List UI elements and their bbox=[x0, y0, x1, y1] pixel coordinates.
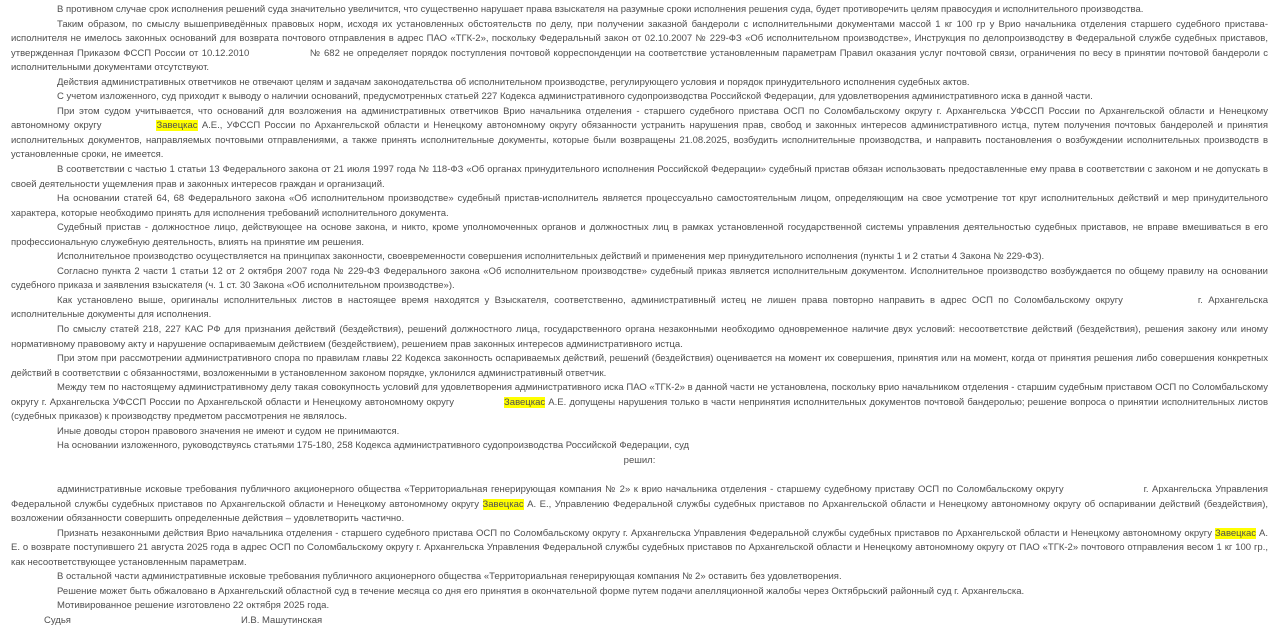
paragraph bbox=[11, 570, 1268, 585]
paragraph bbox=[11, 381, 1268, 425]
paragraph bbox=[11, 527, 1268, 571]
text-run: В соответствии с частью 1 статьи 13 Федерального закона от 21 июля 1997 года № 118-ФЗ «Об органах принудительного исполнения Российской Федерации» судебный пристав обязан использовать предоставленные ему права в соответствии с законом и не допускать в своей деятельности ущемления прав и законных интересов граждан и организаций. bbox=[11, 164, 1268, 190]
text-run: А.Е., УФССП России по Архангельской области и Ненецкому автономному округу обязанности устранить нарушения прав, свобод и законных интересов административного истца, путем получения почтовых бандеролей и принятия исполнительных документов, направляемых почтовыми отправлениями, а также принять исполнительные документы, которые были возвращены 21.08.2025, возбудить исполнительные производства, и направить постановления о возбуждении исполнительных производств в установленные сроки, не имеется. bbox=[11, 120, 1268, 161]
paragraph bbox=[11, 294, 1268, 323]
paragraph bbox=[11, 265, 1268, 294]
text-run: В остальной части административные исковые требования публичного акционерного общества «Территориальная генерирующая компания № 2» оставить без удовлетворения. bbox=[57, 571, 842, 583]
highlighted-surname: Завецкас bbox=[504, 396, 546, 408]
paragraph bbox=[11, 90, 1268, 105]
paragraph bbox=[11, 483, 1268, 527]
text-run: Таким образом, по смыслу вышеприведённых правовых норм, исходя их установленных обстоятельств по делу, при получении заказной бандероли с исполнительными документами массой 1 кг 100 гр у Врио начальника отделения старшего судебного пристава-исполнителя не имелось законных оснований для возврата почтового отправления в адрес ПАО «ТГК-2», поскольку Федеральный закон от 02.10.2007 № 229-ФЗ «Об исполнительном производстве», Инструкция по делопроизводству в Федеральной службе судебных приставов, утвержденная Приказом ФССП России от 10.12.2010 bbox=[11, 18, 1268, 59]
text-run: Решение может быть обжаловано в Архангельский областной суд в течение месяца со дня его принятия в окончательной форме путем подачи апелляционной жалобы через Октябрьский районный суд г. Архангельска. bbox=[57, 585, 1025, 597]
paragraph bbox=[11, 18, 1268, 76]
text-run: административные исковые требования публичного акционерного общества «Территориальная генерирующая компания № 2» к врио начальника отделения - старшему судебному приставу ОСП по Соломбальскому округу bbox=[57, 484, 1064, 496]
highlighted-surname: Завецкас bbox=[482, 498, 524, 510]
highlighted-surname: Завецкас bbox=[156, 120, 198, 132]
text-run: № 682 не определяет порядок поступления почтовой корреспонденции на соответствие установленным параметрам Правил оказания услуг почтовой связи, ограничения по весу в принятии почтовой бандероли с исполнительными документами отсутствуют. bbox=[11, 47, 1268, 74]
text-run: В противном случае срок исполнения решений суда значительно увеличится, что существенно нарушает права взыскателя на разумные сроки исполнения решения суда, будет противоречить целям правосудия и исполнительного производства. bbox=[57, 4, 1144, 15]
text-run: Мотивированное решение изготовлено 22 октября 2025 года. bbox=[57, 600, 330, 612]
text-run: Судебный пристав - должностное лицо, действующее на основе закона, и никто, кроме уполномоченных органов и должностных лиц в рамках установленной государственной системы управления деятельностью судебных приставов, не вправе вмешиваться в его профессиональную служебную деятельность, влиять на принятие им решения. bbox=[11, 222, 1268, 248]
text-run: На основании изложенного, руководствуясь статьями 175-180, 258 Кодекса административного судопроизводства Российской Федерации, суд bbox=[57, 440, 690, 452]
paragraph bbox=[11, 163, 1268, 192]
text-run: При этом при рассмотрении административного спора по правилам главы 22 Кодекса законность оспариваемых действий, решений (бездействия) оценивается на момент их совершения, принятия или на момент, когда от принятия решения либо совершения конкретных действий в соответствии с обязанностями, возложенными в установленном законом порядке, уклонился административный ответчик. bbox=[11, 353, 1268, 379]
anonymized-gap bbox=[1123, 302, 1198, 303]
text-run: Исполнительное производство осуществляется на принципах законности, своевременности совершения исполнительных действий и применения мер принудительного исполнения (пункты 1 и 2 статьи 4 Закона № 229-ФЗ). bbox=[57, 251, 1045, 263]
anonymized-gap bbox=[1064, 491, 1144, 492]
highlighted-surname: Завецкас bbox=[1214, 527, 1257, 539]
anonymized-gap bbox=[249, 55, 309, 56]
anonymized-gap bbox=[454, 404, 504, 405]
text-run: А. Е. о возврате поступившего 21 августа 2025 года в адрес ОСП по Соломбальскому округу г. Архангельска Управления Федеральной службы судебных приставов по Архангельской области и Ненецкому автономному округу от ПАО «ТГК-2» почтового отправления весом 1 кг 100 гр., как несоответствующее установленным параметрам. bbox=[11, 527, 1268, 568]
text-run: г. Архангельска исполнительные документы для исполнения. bbox=[11, 294, 1268, 321]
paragraph bbox=[11, 76, 1268, 91]
judge-signature-line bbox=[11, 614, 1268, 629]
resolution-heading bbox=[11, 454, 1268, 469]
text-run: Действия административных ответчиков не отвечают целям и задачам законодательства об исполнительном производстве, регулирующего условия и порядок принудительного исполнения судебных актов. bbox=[57, 76, 970, 88]
text-run: И.В. Машутинская bbox=[240, 614, 323, 626]
paragraph bbox=[11, 439, 1268, 454]
paragraph bbox=[11, 192, 1268, 221]
text-run: г. Архангельска Управления Федеральной службы судебных приставов по Архангельской области и Ненецкому автономному округу bbox=[11, 484, 1269, 510]
paragraph bbox=[11, 3, 1268, 18]
anonymized-gap bbox=[101, 127, 156, 128]
text-run: Как установлено выше, оригиналы исполнительных листов в настоящее время находятся у Взыскателя, соответственно, административный истец не лишен права повторно направить в адрес ОСП по Соломбальскому округу bbox=[57, 294, 1123, 306]
text-run: С учетом изложенного, суд приходит к выводу о наличии оснований, предусмотренных статьей 227 Кодекса административного судопроизводства Российской Федерации, для удовлетворения административного иска в данной части. bbox=[57, 91, 1093, 103]
text-run: Судья bbox=[44, 614, 71, 626]
anonymized-gap bbox=[71, 622, 241, 623]
text-run: решил: bbox=[623, 454, 656, 466]
text-run: На основании статей 64, 68 Федерального закона «Об исполнительном производстве» судебный пристав-исполнитель является процессуально самостоятельным лицом, определяющим на свое усмотрение тот круг исполнительных действий и мер принудительного характера, которые необходимо принять для исполнения требований исполнительного документа. bbox=[11, 193, 1268, 219]
paragraph bbox=[11, 323, 1268, 352]
paragraph bbox=[11, 585, 1268, 600]
paragraph bbox=[11, 221, 1268, 250]
paragraph bbox=[11, 352, 1268, 381]
paragraph bbox=[11, 105, 1268, 163]
paragraph bbox=[11, 599, 1268, 614]
text-run: При этом судом учитывается, что оснований для возложения на административных ответчиков Врио начальника отделения - старшего судебного пристава ОСП по Соломбальскому округу г. Архангельска УФССП России по Архангельской области и Ненецкому автономному округу bbox=[11, 105, 1268, 132]
paragraph bbox=[11, 250, 1268, 265]
text-run: А.Е. допущены нарушения только в части непринятия исполнительных документов почтовой бандеролью; решение вопроса о принятии исполнительных листов (судебных приказов) к производству предметом рассмотрения не являлось. bbox=[11, 396, 1268, 423]
text-run: Признать незаконными действия Врио начальника отделения - старшего судебного пристава ОСП по Соломбальскому округу г. Архангельска Управления Федеральной службы судебных приставов по Архангельской области и Ненецкому автономному округу bbox=[57, 527, 1215, 539]
text-run: По смыслу статей 218, 227 КАС РФ для признания действий (бездействия), решений должностного лица, государственного органа незаконными необходимо одновременное наличие двух условий: несоответствие действий (бездействия), решения закону или иному нормативному правовому акту и нарушение оспариваемым действием (бездействием), решением прав законных интересов административного истца. bbox=[11, 324, 1268, 350]
paragraph bbox=[11, 425, 1268, 440]
text-run: Иные доводы сторон правового значения не имеют и судом не принимаются. bbox=[57, 425, 400, 437]
text-run: Между тем по настоящему административному делу такая совокупность условий для удовлетворения административного иска ПАО «ТГК-2» в данной части не установлена, поскольку врио начальником отделения - старшим судебным приставом ОСП по Соломбальскому округу г. Архангельска УФССП России по Архангельской области и Ненецкому автономному округу bbox=[11, 382, 1268, 408]
text-run: Согласно пункта 2 части 1 статьи 12 от 2 октября 2007 года № 229-ФЗ Федерального закона «Об исполнительном производстве» судебный приказ является исполнительным документом. Исполнительное производство возбуждается по общему правилу на основании судебного приказа и заявления взыскателя (ч. 1 ст. 30 Закона «Об исполнительном производстве»). bbox=[11, 265, 1268, 292]
text-run: А. Е., Управлению Федеральной службы судебных приставов по Архангельской области и Ненецкому автономному округу об оспаривании действий (бездействия), возложении обязанности совершить определенные действия – удовлетворить частично. bbox=[11, 498, 1268, 525]
